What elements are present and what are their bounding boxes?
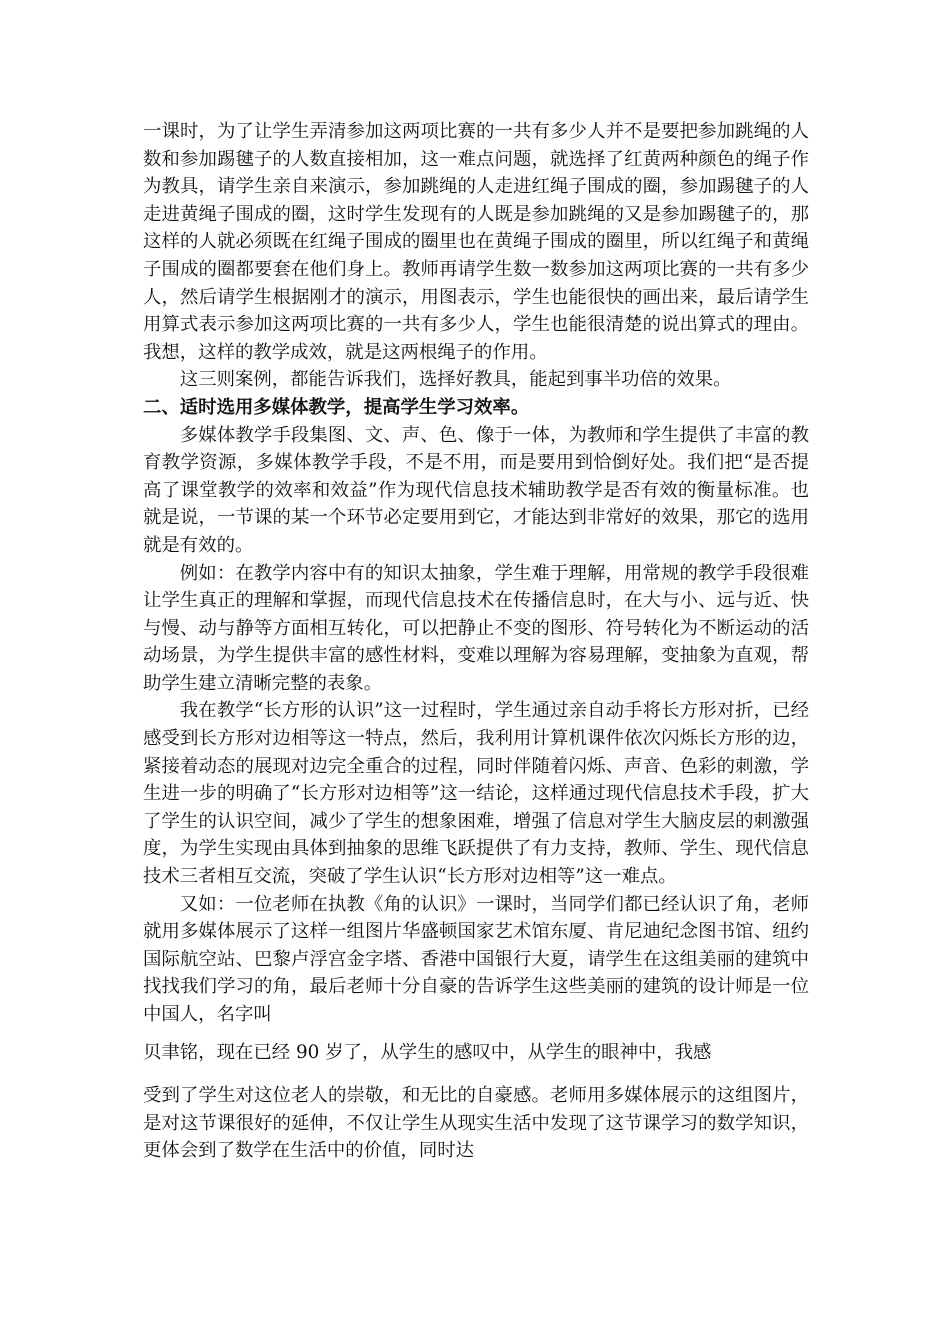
paragraph-rectangle-lesson: 我在教学“长方形的认识”这一过程时，学生通过亲自动手将长方形对折，已经感受到长方形对边相等这一特点，然后，我利用计算机课件依次闪烁长方形的边，紧接着动态的展现对边完全重合的过程，同时伴随着闪烁、声音、色彩的刺激，学生进一步的明确了“长方形对边相等”这一结论，这样通过现代信息技术手段，扩大了学生的认识空间，减少了学生的想象困难，增强了信息对学生大脑皮层的刺激强度，为学生实现由具体到抽象的思维飞跃提供了有力支持，教师、学生、现代信息技术三者相互交流，突破了学生认识“长方形对边相等”这一难点。 [143, 700, 809, 888]
document-page [143, 118, 809, 1165]
paragraph-angle-lesson: 又如：一位老师在执教《角的认识》一课时，当同学们都已经认识了角，老师就用多媒体展示了这样一组图片华盛顿国家艺术馆东厦、肯尼迪纪念图书馆、纽约国际航空站、巴黎卢浮宫金字塔、香港中国银行大夏，请学生在这组美丽的建筑中找找我们学习的角，最后老师十分自豪的告诉学生这些美丽的建筑的设计师是一位中国人，名字叫 [143, 893, 809, 1025]
paragraph-angle-lesson-line2: 贝聿铭，现在已经 90 岁了，从学生的感叹中，从学生的眼神中，我感 [143, 1041, 712, 1063]
paragraph-multimedia-intro: 多媒体教学手段集图、文、声、色、像于一体，为教师和学生提供了丰富的教育教学资源，多媒体教学手段，不是不用，而是要用到恰倒好处。我们把“是否提高了课堂教学的效率和效益”作为现代信息技术辅助教学是否有效的衡量标准。也就是说，一节课的某一个环节必定要用到它，才能达到非常好的效果，那它的选用就是有效的。 [143, 424, 809, 556]
paragraph-three-cases: 这三则案例，都能告诉我们，选择好教具，能起到事半功倍的效果。 [179, 369, 732, 391]
paragraph-example-abstract: 例如：在教学内容中有的知识太抽象，学生难于理解，用常规的教学手段很难让学生真正的理解和掌握，而现代信息技术在传播信息时，在大与小、远与近、快与慢、动与静等方面相互转化，可以把静止不变的图形、符号转化为不断运动的活动场景，为学生提供丰富的感性材料，变难以理解为容易理解，变抽象为直观，帮助学生建立清晰完整的表象。 [143, 562, 809, 694]
paragraph-angle-lesson-continued: 受到了学生对这位老人的崇敬，和无比的自豪感。老师用多媒体展示的这组图片，是对这节课很好的延伸，不仅让学生从现实生活中发现了这节课学习的数学知识，更体会到了数学在生活中的价值，同时达 [143, 1085, 809, 1162]
section-heading-multimedia: 二、适时选用多媒体教学，提高学生学习效率。 [143, 396, 530, 418]
paragraph-rope-example: 一课时，为了让学生弄清参加这两项比赛的一共有多少人并不是要把参加跳绳的人数和参加踢毽子的人数直接相加，这一难点问题，就选择了红黄两种颜色的绳子作为教具，请学生亲自来演示，参加跳绳的人走进红绳子围成的圈，参加踢毽子的人走进黄绳子围成的圈，这时学生发现有的人既是参加跳绳的又是参加踢毽子的，那这样的人就必须既在红绳子围成的圈里也在黄绳子围成的圈里，所以红绳子和黄绳子围成的圈都要套在他们身上。教师再请学生数一数参加这两项比赛的一共有多少人，然后请学生根据刚才的演示，用图表示，学生也能很快的画出来，最后请学生用算式表示参加这两项比赛的一共有多少人，学生也能很清楚的说出算式的理由。我想，这样的教学成效，就是这两根绳子的作用。 [143, 121, 809, 363]
